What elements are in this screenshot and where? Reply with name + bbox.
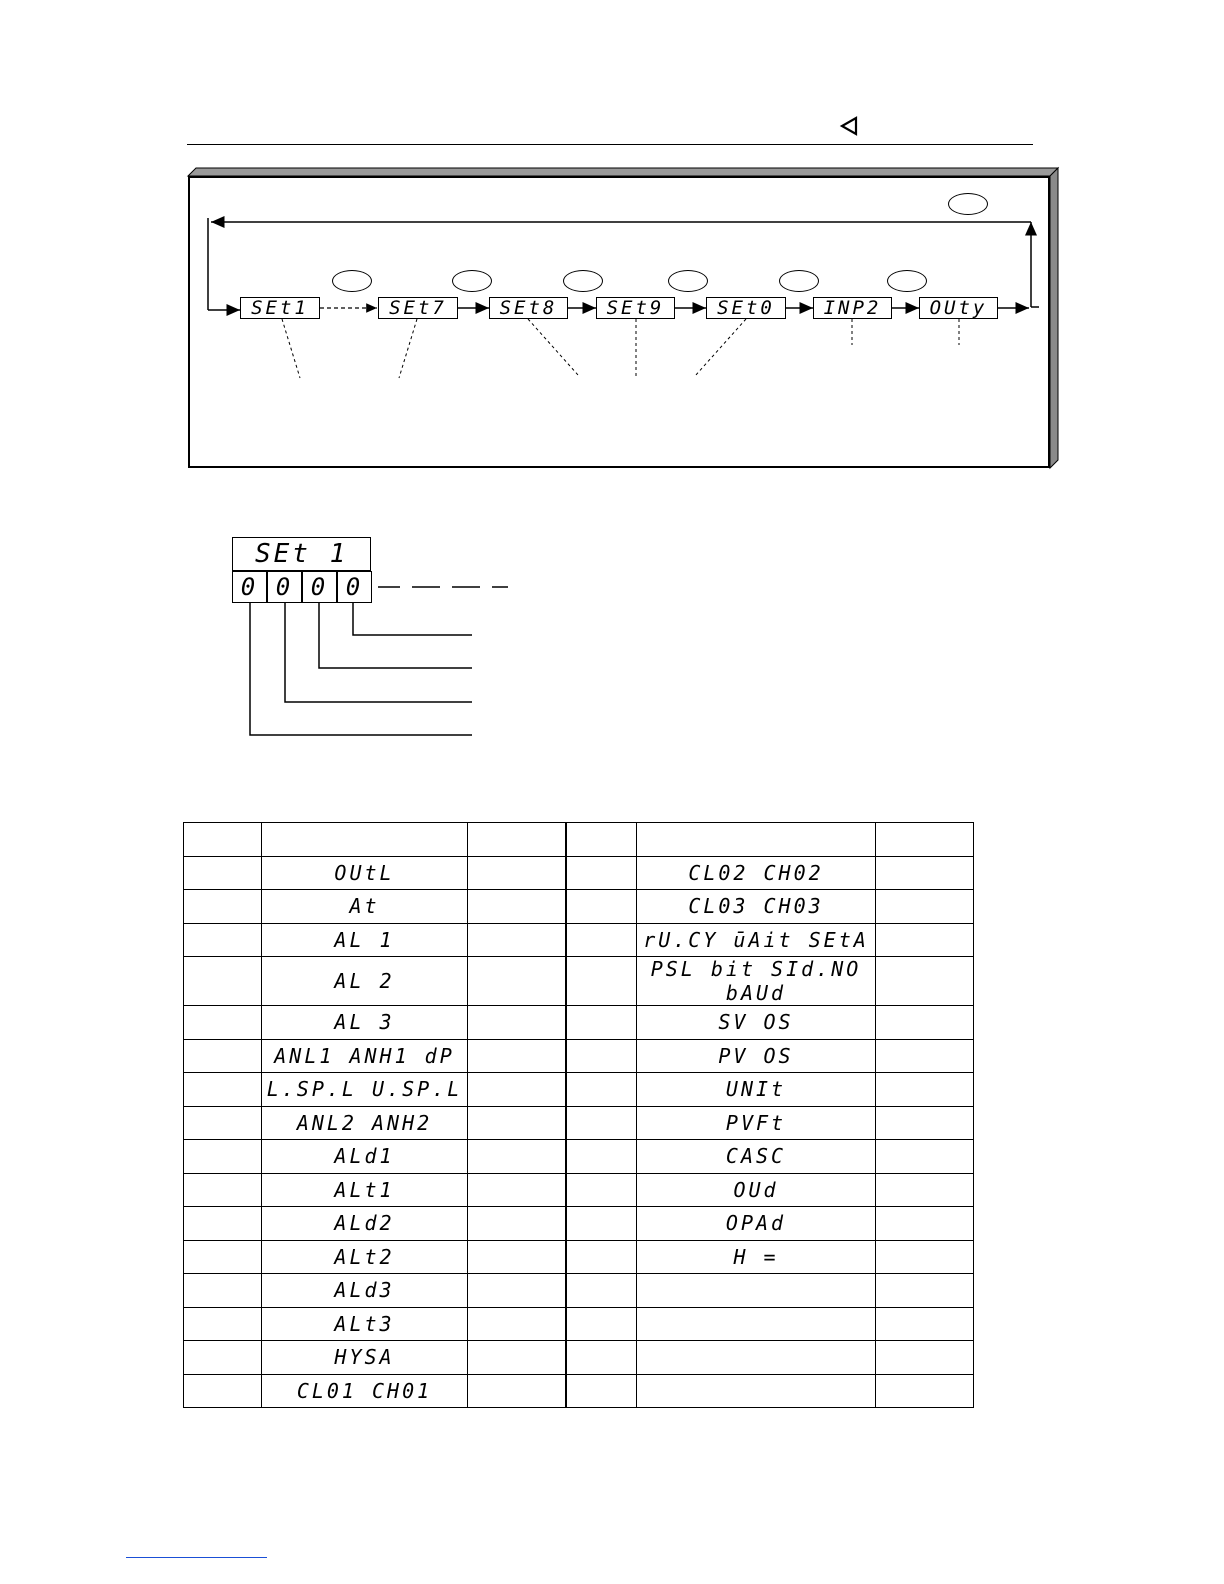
flow-diagram xyxy=(180,165,1070,475)
table-row xyxy=(184,1140,974,1174)
table-row xyxy=(184,1039,974,1073)
left-desc-cell xyxy=(468,1240,566,1274)
right-number-cell xyxy=(566,1173,637,1207)
right-desc-cell xyxy=(876,1006,974,1040)
left-param-cell: ALd1 xyxy=(262,1140,468,1174)
left-param-cell: ANL2 ANH2 xyxy=(262,1106,468,1140)
right-desc-cell xyxy=(876,1240,974,1274)
right-param-cell: H = xyxy=(637,1240,876,1274)
right-param-cell: OPAd xyxy=(637,1207,876,1241)
row-number-cell xyxy=(184,923,262,957)
table-header-row xyxy=(184,823,974,857)
flow-code-set9: SEt9 xyxy=(596,297,675,319)
left-desc-cell xyxy=(468,1173,566,1207)
left-param-cell: ALt2 xyxy=(262,1240,468,1274)
key-oval xyxy=(452,270,492,292)
row-number-cell xyxy=(184,1374,262,1408)
row-number-cell xyxy=(184,1307,262,1341)
row-number-cell xyxy=(184,1006,262,1040)
right-desc-cell xyxy=(876,1039,974,1073)
row-number-cell xyxy=(184,1073,262,1107)
right-desc-cell xyxy=(876,1374,974,1408)
left-desc-cell xyxy=(468,957,566,1006)
row-number-cell xyxy=(184,1140,262,1174)
right-desc-cell xyxy=(876,1173,974,1207)
right-number-cell xyxy=(566,1240,637,1274)
table-row xyxy=(184,1106,974,1140)
table-row xyxy=(184,1240,974,1274)
table-row xyxy=(184,1307,974,1341)
right-number-cell xyxy=(566,856,637,890)
right-param-cell xyxy=(637,1374,876,1408)
left-param-cell: ALd3 xyxy=(262,1274,468,1308)
left-desc-cell xyxy=(468,923,566,957)
right-number-cell xyxy=(566,923,637,957)
table-row xyxy=(184,957,974,1006)
right-param-cell: CL03 CH03 xyxy=(637,890,876,924)
left-desc-cell xyxy=(468,1307,566,1341)
set1-digit-3: 0 xyxy=(302,571,337,603)
right-param-cell: OUd xyxy=(637,1173,876,1207)
key-oval xyxy=(779,270,819,292)
right-desc-cell xyxy=(876,1207,974,1241)
table-row xyxy=(184,923,974,957)
table-row xyxy=(184,1341,974,1375)
row-number-cell xyxy=(184,1207,262,1241)
left-param-cell: HYSA xyxy=(262,1341,468,1375)
right-param-cell: rU.CY ūAit SEtA xyxy=(637,923,876,957)
left-param-cell: L.SP.L U.SP.L xyxy=(262,1073,468,1107)
flow-code-set1: SEt1 xyxy=(240,297,320,319)
right-param-cell: PSL bit SId.NO bAUd xyxy=(637,957,876,1006)
flow-code-set7: SEt7 xyxy=(378,297,458,319)
right-desc-cell xyxy=(876,1341,974,1375)
left-desc-cell xyxy=(468,1207,566,1241)
left-param-cell: ALd2 xyxy=(262,1207,468,1241)
left-param-cell: ANL1 ANH1 dP xyxy=(262,1039,468,1073)
row-number-cell xyxy=(184,1240,262,1274)
right-param-cell: CASC xyxy=(637,1140,876,1174)
right-number-cell xyxy=(566,1140,637,1174)
table-row xyxy=(184,1173,974,1207)
key-oval xyxy=(668,270,708,292)
right-number-cell xyxy=(566,1274,637,1308)
right-param-cell xyxy=(637,1307,876,1341)
row-number-cell xyxy=(184,1341,262,1375)
right-number-cell xyxy=(566,890,637,924)
left-desc-cell xyxy=(468,1039,566,1073)
table-row xyxy=(184,890,974,924)
right-desc-cell xyxy=(876,1140,974,1174)
left-param-cell: At xyxy=(262,890,468,924)
table-row xyxy=(184,1374,974,1408)
key-oval xyxy=(332,270,372,292)
right-desc-cell xyxy=(876,1307,974,1341)
key-oval xyxy=(948,193,988,215)
left-param-cell: ALt3 xyxy=(262,1307,468,1341)
left-desc-cell xyxy=(468,1374,566,1408)
row-number-cell xyxy=(184,1039,262,1073)
left-param-cell: AL 1 xyxy=(262,923,468,957)
right-param-cell: SV OS xyxy=(637,1006,876,1040)
table-row xyxy=(184,1006,974,1040)
row-number-cell xyxy=(184,890,262,924)
right-desc-cell xyxy=(876,957,974,1006)
right-param-cell xyxy=(637,1274,876,1308)
set1-digit-4: 0 xyxy=(337,571,372,603)
left-desc-cell xyxy=(468,1106,566,1140)
set1-digit-1: 0 xyxy=(232,571,267,603)
right-param-cell: PV OS xyxy=(637,1039,876,1073)
set1-title: SEt 1 xyxy=(232,537,371,571)
set1-bit-leaders xyxy=(240,580,520,740)
row-number-cell xyxy=(184,1274,262,1308)
left-desc-cell xyxy=(468,1341,566,1375)
right-number-cell xyxy=(566,1374,637,1408)
triangle-left-icon xyxy=(838,115,860,137)
right-desc-cell xyxy=(876,1274,974,1308)
flow-code-outy: OUty xyxy=(919,297,998,319)
left-desc-cell xyxy=(468,890,566,924)
right-desc-cell xyxy=(876,923,974,957)
header-rule xyxy=(187,144,1033,145)
left-desc-cell xyxy=(468,1006,566,1040)
right-desc-cell xyxy=(876,1106,974,1140)
right-param-cell: PVFt xyxy=(637,1106,876,1140)
right-number-cell xyxy=(566,1106,637,1140)
table-row xyxy=(184,1073,974,1107)
footer-link-underline[interactable] xyxy=(126,1557,267,1558)
right-desc-cell xyxy=(876,890,974,924)
set1-digit-2: 0 xyxy=(267,571,302,603)
row-number-cell xyxy=(184,856,262,890)
left-param-cell: OUtL xyxy=(262,856,468,890)
right-param-cell: UNIt xyxy=(637,1073,876,1107)
row-number-cell xyxy=(184,1173,262,1207)
right-number-cell xyxy=(566,1307,637,1341)
left-desc-cell xyxy=(468,1073,566,1107)
flow-code-set8: SEt8 xyxy=(489,297,568,319)
key-oval xyxy=(887,270,927,292)
left-param-cell: CL01 CH01 xyxy=(262,1374,468,1408)
flow-code-inp2: INP2 xyxy=(813,297,892,319)
table-row xyxy=(184,1274,974,1308)
right-number-cell xyxy=(566,957,637,1006)
right-desc-cell xyxy=(876,856,974,890)
left-param-cell: AL 2 xyxy=(262,957,468,1006)
flow-code-set0: SEt0 xyxy=(706,297,786,319)
right-number-cell xyxy=(566,1006,637,1040)
row-number-cell xyxy=(184,1106,262,1140)
right-number-cell xyxy=(566,1207,637,1241)
left-desc-cell xyxy=(468,1274,566,1308)
key-oval xyxy=(563,270,603,292)
row-number-cell xyxy=(184,957,262,1006)
right-desc-cell xyxy=(876,1073,974,1107)
parameter-table xyxy=(183,822,974,1408)
table-row xyxy=(184,1207,974,1241)
table-row xyxy=(184,856,974,890)
left-param-cell: AL 3 xyxy=(262,1006,468,1040)
left-desc-cell xyxy=(468,1140,566,1174)
left-param-cell: ALt1 xyxy=(262,1173,468,1207)
right-number-cell xyxy=(566,1039,637,1073)
right-number-cell xyxy=(566,1341,637,1375)
right-param-cell: CL02 CH02 xyxy=(637,856,876,890)
left-desc-cell xyxy=(468,856,566,890)
right-number-cell xyxy=(566,1073,637,1107)
right-param-cell xyxy=(637,1341,876,1375)
